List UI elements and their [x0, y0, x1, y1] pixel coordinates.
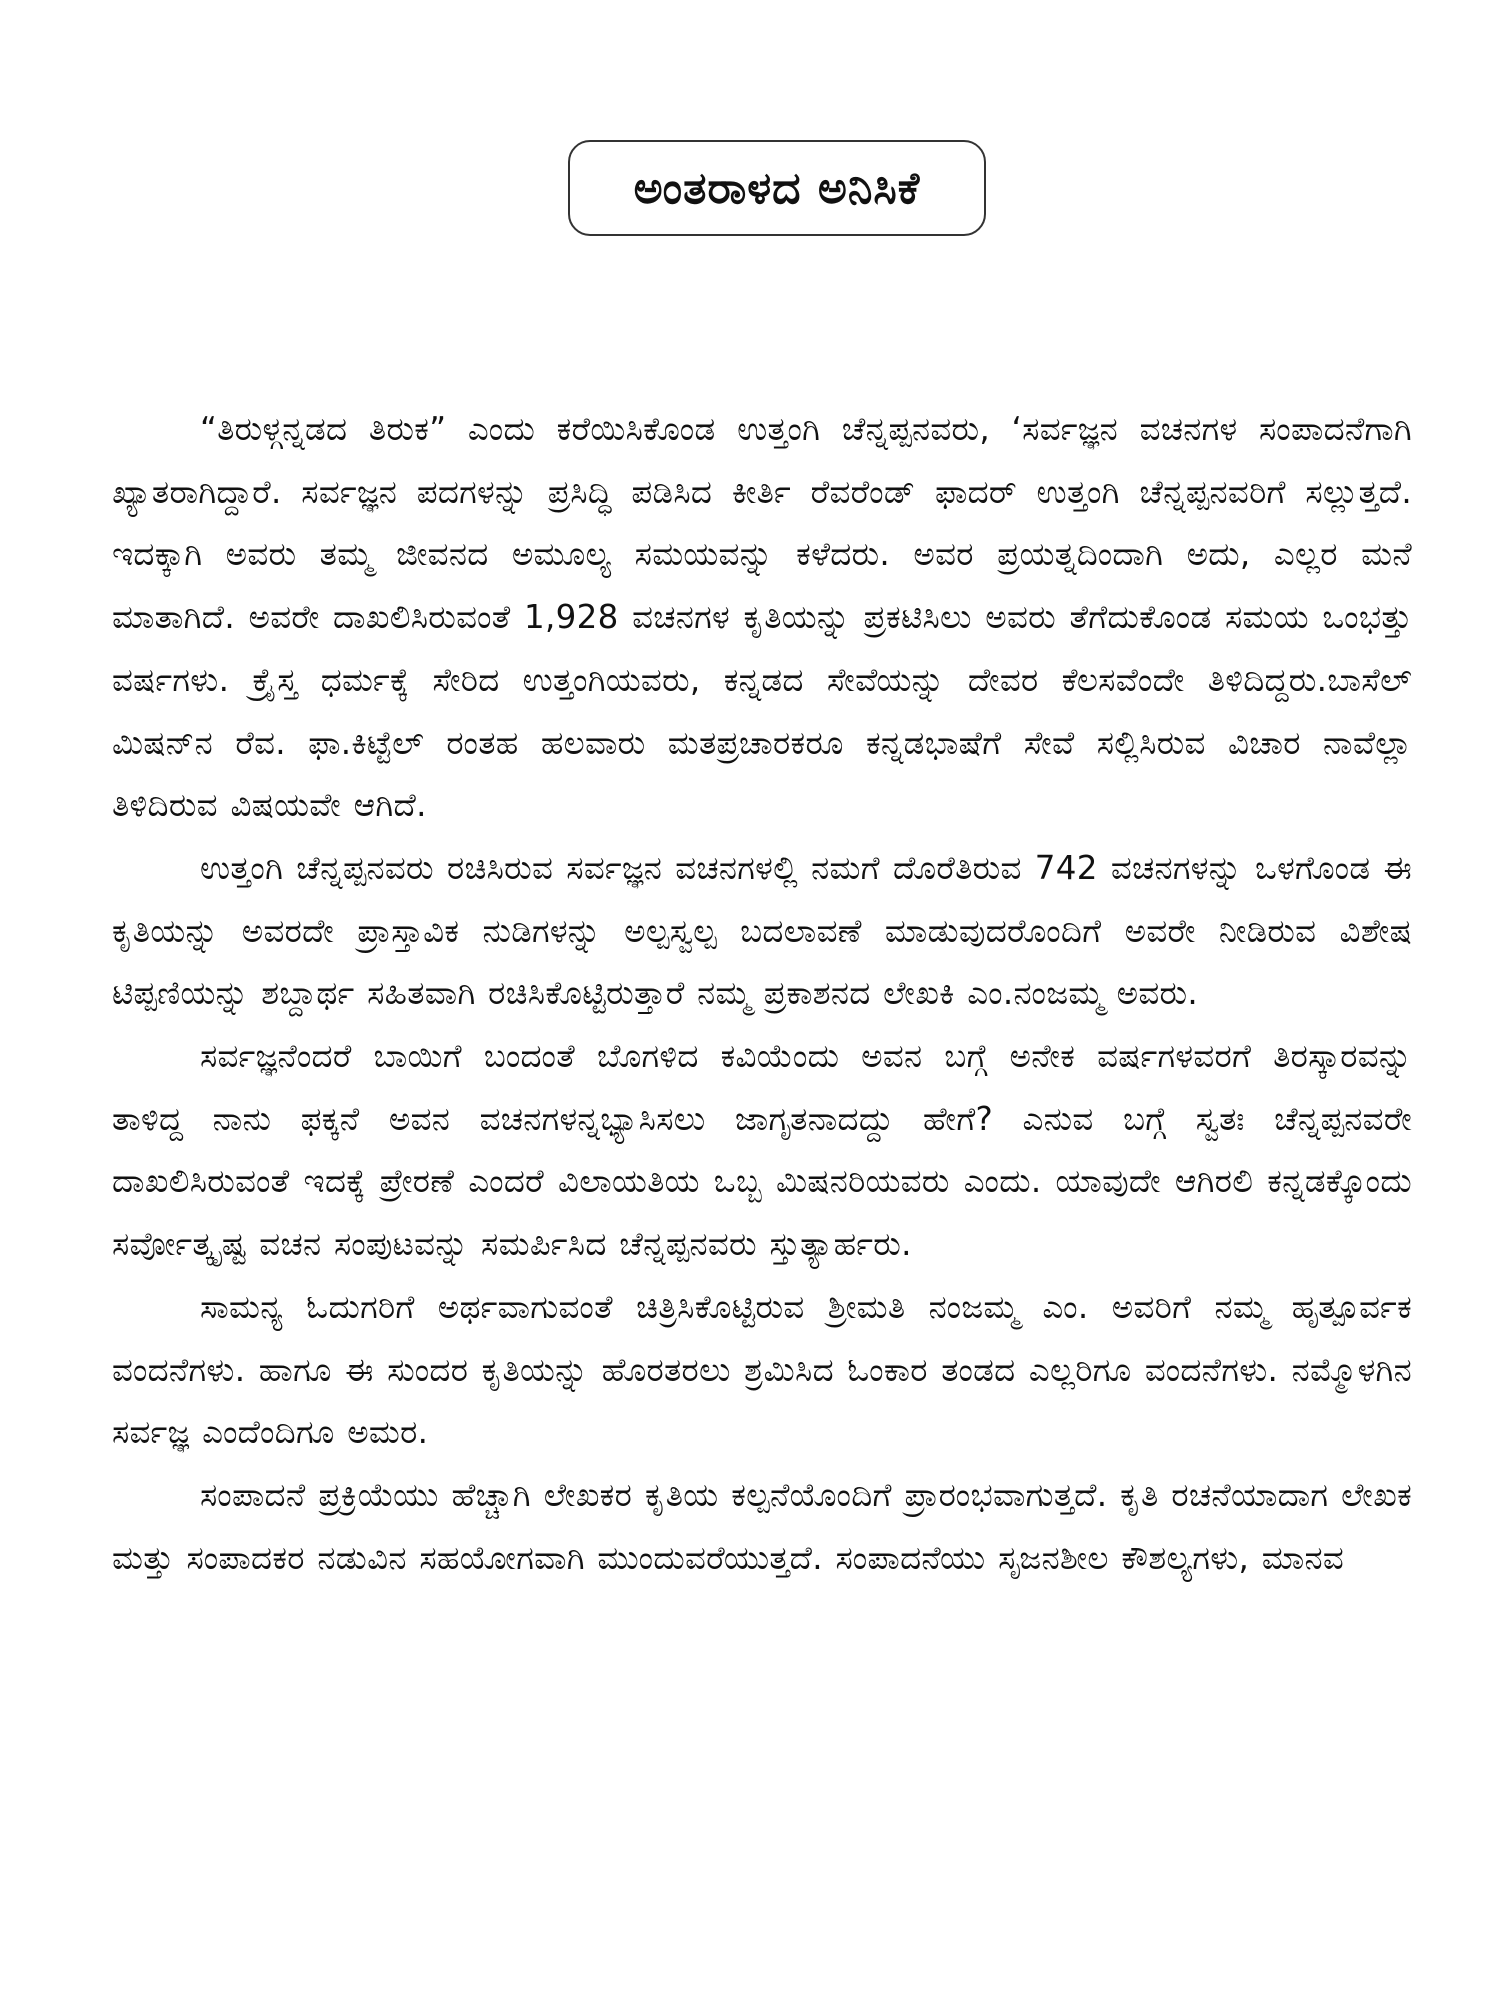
- paragraph-3: ಸರ್ವಜ್ಞನೆಂದರೆ ಬಾಯಿಗೆ ಬಂದಂತೆ ಬೊಗಳಿದ ಕವಿಯೆಂದು ಅವನ ಬಗ್ಗೆ ಅನೇಕ ವರ್ಷಗಳವರಗೆ ತಿರಸ್ಕಾರವನ್ನು ತಾಳಿದ್ದ ನಾನು ಫಕ್ಕನೆ ಅವನ ವಚನಗಳನ್ನಭ್ಯಾಸಿಸಲು ಜಾಗೃತನಾದದ್ದು ಹೇಗೆ? ಎನುವ ಬಗ್ಗೆ ಸ್ವತಃ ಚೆನ್ನಪ್ಪನವರೇ ದಾಖಲಿಸಿರುವಂತೆ ಇದಕ್ಕೆ ಪ್ರೇರಣೆ ಎಂದರೆ ವಿಲಾಯತಿಯ ಒಬ್ಬ ಮಿಷನರಿಯವರು ಎಂದು. ಯಾವುದೇ ಆಗಿರಲಿ ಕನ್ನಡಕ್ಕೊಂದು ಸರ್ವೋತ್ಕೃಷ್ಟ ವಚನ ಸಂಪುಟವನ್ನು ಸಮರ್ಪಿಸಿದ ಚೆನ್ನಪ್ಪನವರು ಸ್ತುತ್ಯಾರ್ಹರು.: [112, 1037, 1412, 1264]
- page-title: ಅಂತರಾಳದ ಅನಿಸಿಕೆ: [633, 162, 921, 214]
- paragraph-2: ಉತ್ತಂಗಿ ಚೆನ್ನಪ್ಪನವರು ರಚಿಸಿರುವ ಸರ್ವಜ್ಞನ ವಚನಗಳಲ್ಲಿ ನಮಗೆ ದೊರೆತಿರುವ 742 ವಚನಗಳನ್ನು ಒಳಗೊಂಡ ಈ ಕೃತಿಯನ್ನು ಅವರದೇ ಪ್ರಾಸ್ತಾವಿಕ ನುಡಿಗಳನ್ನು ಅಲ್ಪಸ್ವಲ್ಪ ಬದಲಾವಣೆ ಮಾಡುವುದರೊಂದಿಗೆ ಅವರೇ ನೀಡಿರುವ ವಿಶೇಷ ಟಿಪ್ಪಣಿಯನ್ನು ಶಬ್ದಾರ್ಥ ಸಹಿತವಾಗಿ ರಚಿಸಿಕೊಟ್ಟಿರುತ್ತಾರೆ ನಮ್ಮ ಪ್ರಕಾಶನದ ಲೇಖಕಿ ಎಂ.ನಂಜಮ್ಮ ಅವರು.: [112, 848, 1412, 1013]
- paragraph-4: ಸಾಮನ್ಯ ಓದುಗರಿಗೆ ಅರ್ಥವಾಗುವಂತೆ ಚಿತ್ರಿಸಿಕೊಟ್ಟಿರುವ ಶ್ರೀಮತಿ ನಂಜಮ್ಮ ಎಂ. ಅವರಿಗೆ ನಮ್ಮ ಹೃತ್ಪೂರ್ವಕ ವಂದನೆಗಳು. ಹಾಗೂ ಈ ಸುಂದರ ಕೃತಿಯನ್ನು ಹೊರತರಲು ಶ್ರಮಿಸಿದ ಓಂಕಾರ ತಂಡದ ಎಲ್ಲರಿಗೂ ವಂದನೆಗಳು. ನಮ್ಮೊಳಗಿನ ಸರ್ವಜ್ಞ ಎಂದೆಂದಿಗೂ ಅಮರ.: [112, 1287, 1412, 1452]
- body-text: [112, 398, 1412, 1589]
- paragraph-5: ಸಂಪಾದನೆ ಪ್ರಕ್ರಿಯೆಯು ಹೆಚ್ಚಾಗಿ ಲೇಖಕರ ಕೃತಿಯ ಕಲ್ಪನೆಯೊಂದಿಗೆ ಪ್ರಾರಂಭವಾಗುತ್ತದೆ. ಕೃತಿ ರಚನೆಯಾದಾಗ ಲೇಖಕ ಮತ್ತು ಸಂಪಾದಕರ ನಡುವಿನ ಸಹಯೋಗವಾಗಿ ಮುಂದುವರೆಯುತ್ತದೆ. ಸಂಪಾದನೆಯು ಸೃಜನಶೀಲ ಕೌಶಲ್ಯಗಳು, ಮಾನವ: [112, 1475, 1412, 1577]
- paragraph-1: “ತಿರುಳ್ಗನ್ನಡದ ತಿರುಕ” ಎಂದು ಕರೆಯಿಸಿಕೊಂಡ ಉತ್ತಂಗಿ ಚೆನ್ನಪ್ಪನವರು, ‘ಸರ್ವಜ್ಞನ ವಚನಗಳ ಸಂಪಾದನೆಗಾಗಿ ಖ್ಯಾತರಾಗಿದ್ದಾರೆ. ಸರ್ವಜ್ಞನ ಪದಗಳನ್ನು ಪ್ರಸಿದ್ಧಿ ಪಡಿಸಿದ ಕೀರ್ತಿ ರೆವರೆಂಡ್ ಫಾದರ್ ಉತ್ತಂಗಿ ಚೆನ್ನಪ್ಪನವರಿಗೆ ಸಲ್ಲುತ್ತದೆ. ಇದಕ್ಕಾಗಿ ಅವರು ತಮ್ಮ ಜೀವನದ ಅಮೂಲ್ಯ ಸಮಯವನ್ನು ಕಳೆದರು. ಅವರ ಪ್ರಯತ್ನದಿಂದಾಗಿ ಅದು, ಎಲ್ಲರ ಮನೆ ಮಾತಾಗಿದೆ. ಅವರೇ ದಾಖಲಿಸಿರುವಂತೆ 1,928 ವಚನಗಳ ಕೃತಿಯನ್ನು ಪ್ರಕಟಿಸಿಲು ಅವರು ತೆಗೆದುಕೊಂಡ ಸಮಯ ಒಂಭತ್ತು ವರ್ಷಗಳು. ಕ್ರೈಸ್ತ ಧರ್ಮಕ್ಕೆ ಸೇರಿದ ಉತ್ತಂಗಿಯವರು, ಕನ್ನಡದ ಸೇವೆಯನ್ನು ದೇವರ ಕೆಲಸವೆಂದೇ ತಿಳಿದಿದ್ದರು.ಬಾಸೆಲ್ ಮಿಷನ್‌ನ ರೆವ. ಫಾ.ಕಿಟ್ಟೆಲ್ ರಂತಹ ಹಲವಾರು ಮತಪ್ರಚಾರಕರೂ ಕನ್ನಡಭಾಷೆಗೆ ಸೇವೆ ಸಲ್ಲಿಸಿರುವ ವಿಚಾರ ನಾವೆಲ್ಲಾ ತಿಳಿದಿರುವ ವಿಷಯವೇ ಆಗಿದೆ.: [112, 410, 1412, 825]
- title-box: [568, 140, 986, 236]
